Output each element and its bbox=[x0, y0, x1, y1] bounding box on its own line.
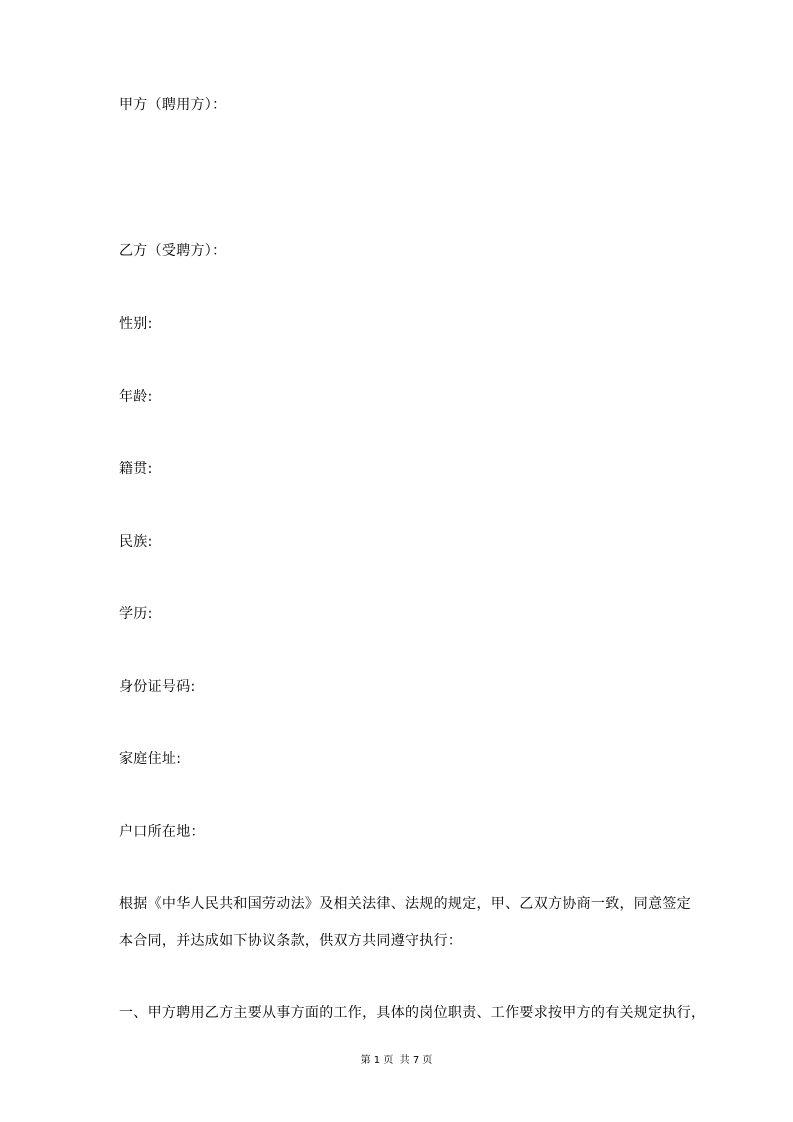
household-registration-label: 户口所在地： bbox=[119, 824, 205, 840]
ethnicity-label: 民族: bbox=[119, 534, 153, 550]
education-label: 学历: bbox=[119, 606, 153, 622]
native-place-label: 籍贯: bbox=[119, 461, 153, 477]
home-address-label: 家庭住址: bbox=[119, 751, 182, 767]
clause-1-text: 一、甲方聘用乙方主要从事方面的工作，具体的岗位职责、工作要求按甲方的有关规定执行， bbox=[119, 1005, 706, 1021]
gender-label: 性别: bbox=[119, 316, 153, 332]
page-footer: 第 1 页 共 7 页 bbox=[360, 1055, 433, 1066]
preamble-line-1: 根据《中华人民共和国劳动法》及相关法律、法规的规定，甲、乙双方协商一致，同意签定 bbox=[119, 896, 691, 912]
id-number-label: 身份证号码: bbox=[119, 679, 196, 695]
party-b-label: 乙方（受聘方）： bbox=[119, 243, 227, 259]
preamble-line-2: 本合同，并达成如下协议条款，供双方共同遵守执行： bbox=[119, 933, 463, 949]
age-label: 年龄: bbox=[119, 389, 153, 405]
party-a-label: 甲方（聘用方）： bbox=[119, 97, 227, 113]
